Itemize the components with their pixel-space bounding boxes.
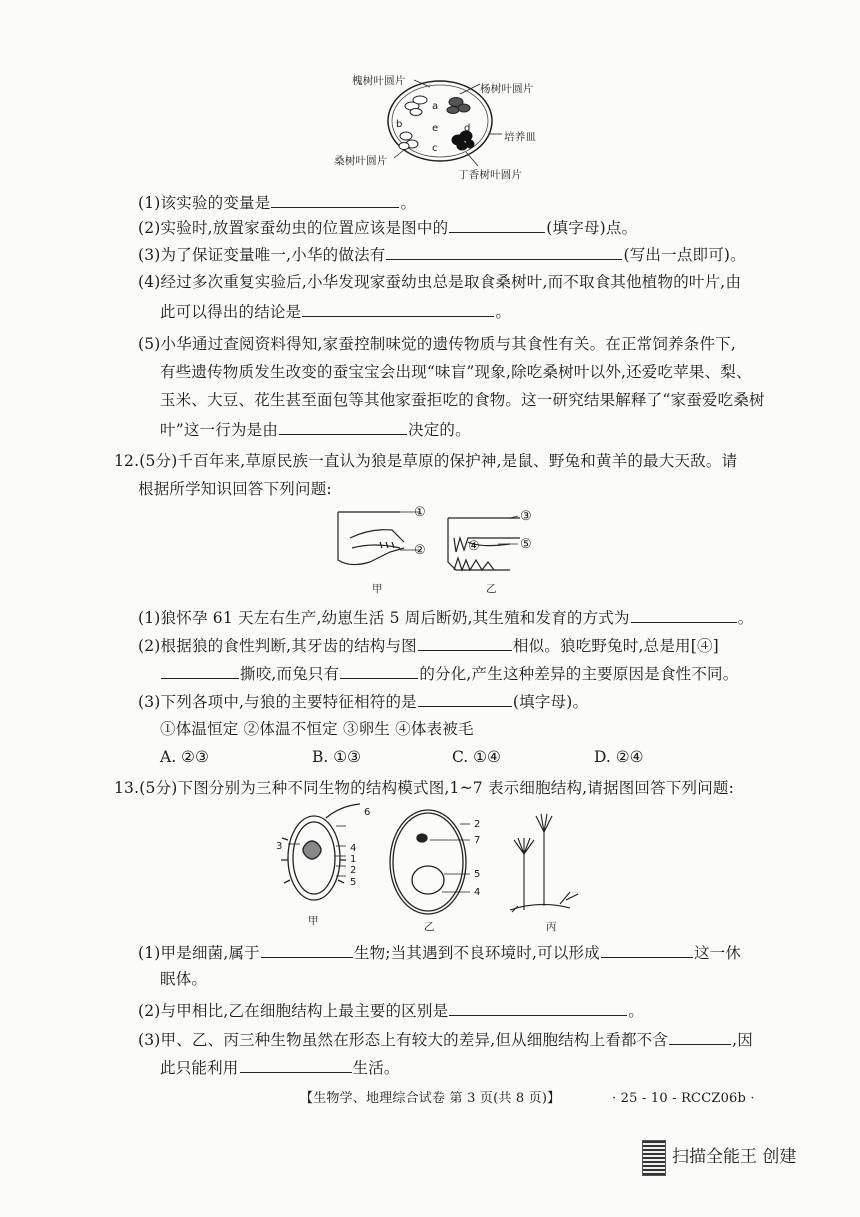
- q13-sub3-line1: (3)甲、乙、丙三种生物虽然在形态上有较大的差异,但从细胞结构上看都不含 ,因: [138, 1028, 753, 1051]
- cell-caption-bing: 丙: [546, 921, 557, 933]
- q12-sub1: (1)狼怀孕 61 天左右生产,幼崽生活 5 周后断奶,其生殖和发育的方式为 。: [138, 606, 753, 629]
- q11-sub4-line1: (4)经过多次重复实验后,小华发现家蚕幼虫总是取食桑树叶,而不取食其他植物的叶片,由: [138, 273, 742, 291]
- q11-sub1: (1)该实验的变量是 。: [138, 191, 416, 214]
- q11-sub5-line1: (5)小华通过查阅资料得知,家蚕控制味觉的遗传物质与其食性有关。在正常饲养条件下,: [138, 335, 737, 353]
- answer-blank[interactable]: [261, 941, 353, 958]
- q12-sub3: (3)下列各项中,与狼的主要特征相符的是 (填字母)。: [138, 690, 588, 713]
- answer-blank[interactable]: [669, 1028, 731, 1045]
- q12-option-a[interactable]: A. ②③: [160, 748, 209, 766]
- cell-caption-yi: 乙: [424, 921, 435, 933]
- cell-label-5b: 5: [474, 869, 481, 880]
- skull-marker-4: ④: [468, 539, 480, 554]
- cell-label-6: 6: [364, 807, 371, 818]
- scanner-watermark: [642, 1140, 842, 1184]
- q11-sub4-line2: 此可以得出的结论是 。: [160, 300, 511, 323]
- dingxiang-leaf-discs: [452, 131, 474, 150]
- q12-intro-line1: 12.(5分)千百年来,草原民族一直认为狼是草原的保护神,是鼠、野兔和黄羊的最大天敌。请: [114, 452, 738, 470]
- answer-blank[interactable]: [418, 690, 512, 707]
- answer-blank[interactable]: [449, 999, 627, 1016]
- point-d: d: [464, 123, 471, 134]
- answer-blank[interactable]: [340, 662, 418, 679]
- answer-blank[interactable]: [601, 941, 693, 958]
- cell-label-2a: 2: [350, 865, 357, 876]
- q12-intro-line2: 根据所学知识回答下列问题:: [138, 480, 332, 498]
- q11-sub5-line3: 玉米、大豆、花生甚至面包等其他家蚕拒吃的食物。这一研究结果解释了“家蚕爱吃桑树: [160, 391, 765, 409]
- huai-leaf-discs: [405, 96, 427, 116]
- yang-leaf-discs: [447, 98, 470, 114]
- q13-intro: 13.(5分)下图分别为三种不同生物的结构模式图,1~7 表示细胞结构,请据图回答下列问题:: [114, 779, 735, 797]
- answer-blank[interactable]: [302, 300, 494, 317]
- cell-label-7: 7: [474, 835, 481, 846]
- label-dish: 培养皿: [504, 131, 537, 143]
- cell-label-3: 3: [276, 841, 283, 852]
- yeast-yi: [390, 810, 466, 914]
- q13-sub3-line2: 此只能利用 生活。: [160, 1056, 400, 1079]
- answer-blank[interactable]: [631, 606, 737, 623]
- skull-caption-yi: 乙: [486, 583, 497, 595]
- label-dingxiang: 丁香树叶圆片: [458, 169, 523, 181]
- q12-option-c[interactable]: C. ①④: [452, 748, 501, 766]
- skull-caption-jia: 甲: [372, 583, 383, 595]
- cell-label-2b: 2: [474, 819, 481, 830]
- answer-blank[interactable]: [386, 243, 622, 260]
- q12-option-d[interactable]: D. ②④: [594, 748, 644, 766]
- label-huai: 槐树叶圆片: [352, 75, 406, 87]
- skull-figure: [330, 502, 550, 596]
- skull-marker-3: ③: [520, 509, 532, 524]
- q13-sub2: (2)与甲相比,乙在细胞结构上最主要的区别是 。: [138, 999, 644, 1022]
- cells-figure: [270, 800, 610, 926]
- answer-blank[interactable]: [271, 191, 399, 208]
- answer-blank[interactable]: [161, 662, 239, 679]
- q11-sub5-line4: 叶”这一行为是由 决定的。: [160, 418, 471, 441]
- q13-sub1-line1: (1)甲是细菌,属于 生物;当其遇到不良环境时,可以形成 这一休: [138, 941, 741, 964]
- skull-marker-2: ②: [414, 543, 426, 558]
- mold-bing: [510, 814, 578, 912]
- q12-sub2-line1: (2)根据狼的食性判断,其牙齿的结构与图 相似。狼吃野兔时,总是用[④]: [138, 634, 719, 657]
- cell-label-5a: 5: [350, 877, 357, 888]
- point-a: a: [432, 101, 439, 112]
- answer-blank[interactable]: [418, 634, 512, 651]
- q12-items: ①体温恒定 ②体温不恒定 ③卵生 ④体表被毛: [160, 720, 474, 738]
- footer-title: 【生物学、地理综合试卷 第 3 页(共 8 页)】: [300, 1091, 561, 1106]
- answer-blank[interactable]: [240, 1056, 352, 1073]
- q11-sub2: (2)实验时,放置家蚕幼虫的位置应该是图中的 (填字母)点。: [138, 216, 637, 239]
- answer-blank[interactable]: [279, 418, 407, 435]
- q11-sub5-line2: 有些遗传物质发生改变的蚕宝宝会出现“味盲”现象,除吃桑树叶以外,还爱吃苹果、梨、: [160, 363, 752, 381]
- label-sang: 桑树叶圆片: [334, 155, 388, 167]
- bacterium-jia: [281, 804, 360, 900]
- skull-marker-5: ⑤: [520, 537, 532, 552]
- q12-option-b[interactable]: B. ①③: [312, 748, 362, 766]
- watermark-text: 扫描全能王 创建: [672, 1147, 797, 1167]
- cell-label-4a: 4: [350, 843, 357, 854]
- skull-marker-1: ①: [414, 505, 426, 520]
- cell-label-4b: 4: [474, 887, 481, 898]
- point-b: b: [396, 119, 403, 130]
- point-e: e: [432, 123, 439, 134]
- label-yang: 杨树叶圆片: [480, 83, 534, 95]
- qr-code-icon: [642, 1140, 666, 1176]
- footer-code: · 25 - 10 - RCCZ06b ·: [612, 1091, 755, 1106]
- cell-label-1: 1: [350, 854, 357, 865]
- answer-blank[interactable]: [449, 216, 545, 233]
- q13-sub1-line2: 眠体。: [160, 970, 208, 988]
- skull-jia: [338, 512, 404, 565]
- q12-sub2-line2: 撕咬,而兔只有 的分化,产生这种差异的主要原因是食性不同。: [160, 662, 738, 685]
- cell-caption-jia: 甲: [308, 915, 319, 927]
- point-c: c: [432, 143, 438, 154]
- q11-sub3: (3)为了保证变量唯一,小华的做法有 (写出一点即可)。: [138, 243, 746, 266]
